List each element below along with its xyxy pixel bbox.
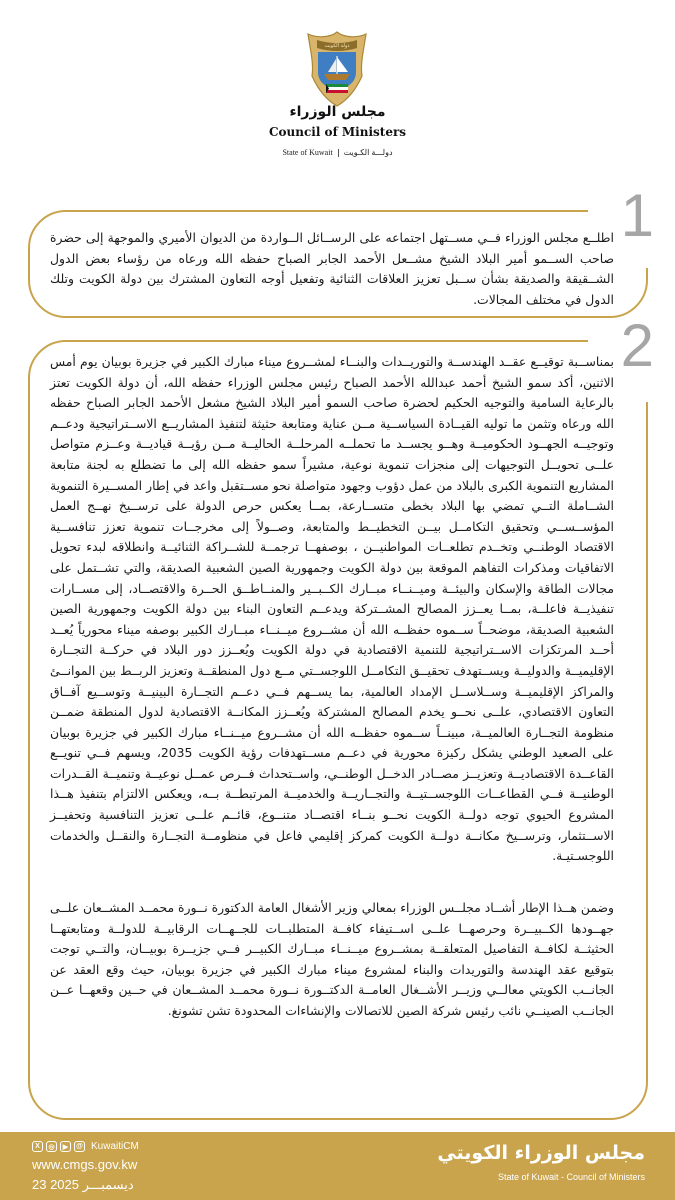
section-text: بمناســبة توقيــع عقــد الهندســة والتوريــدات والبنــاء لمشــروع ميناء مبارك الكبير في جزيرة بوبيان يوم أمس الاثنين، أكد سمو الشيخ أحمد عبدالله الأحمد الصباح رئيس مجلس الوزراء حفظه الله، أن دولة الكويت تعتز بالرعاية السامية والتوجيه الحكيم لحضرة صاحب السمو أمير البلاد الشيخ مشعل الأحمد الجابر الصباح حفظه الله ورعاه وتثمن ما توليه القيــادة السياســية مــن عناية ومتابعة حثيثة لتنفيذ المشاريــع الاســتراتيجية ودعــم وتوجيــه الجهــود الحكوميــة وهــو يجســد ما تحملــه المرحلــة الحاليــة مــن رؤيــة قياديــة وعــزم متواصل علــى تحويــل التوجيهات إلى منجزات تنموية نوعية، مشيراً سمو حفظه الله إلى ما تضطلع به لجنة متابعة المشاريع التنموية الكبرى بالبلاد من عمل دؤوب وجهود متواصلة نحو مســتقبل واعد في إطار المســيرة التنموية الشــاملة التــي تمضي بها البلاد بخطى متســارعة، بمــا يعكس حرص الدولة على ترســيخ نهــج العمل المؤســســي وتحقيق التكامــل بيــن التخطيــط والمتابعة، وصــولاً إلى مخرجــات تنموية تعزز تنافســية الاقتصاد الوطنــي وتخــدم تطلعــات المواطنيــن ، بوصفهــا ترجمــة للشــراكة الثنائيــة وانطلاقه لبدء تحويل الاتفاقيات ومذكرات التفاهم الموقعة بين دولة الكويت وجمهورية الصين الشعبية الصديقة، والتي تشــتمل على مجالات الطاقة والإسكان والبيئــة وميــنــاء مبــارك الكــبــير والمنــاطــق الحــرة والاقتصــاد، إلى مســارات تنفيذيــة فاعلــة، بمــا يعــزز المصالح المشــتركة ويدعــم التعاون البناء بين دولة الكويت وجمهورية الصين الشعبية الصديقة، موضحــاً ســموه حفظــه الله أن مشــروع ميــنــاء مبــارك الكبير بوصفه ميناء محورياً يُعــد أحــد المرتكزات الاســتراتيجية للتنمية الاقتصادية في دولة الكويت ويُعــزز دور البلاد في حركــة التجــارة الإقليميــة والدوليــة ويســتهدف تحقيــق التكامــل اللوجســتي مــع دول المنطقــة وتعزيز الربــط بين الموانــئ والمراكز الإقليميــة وســلاســل الإمداد العالمية، بما يســهم فــي دعــم التجــارة البينيــة وتوســيع آفــاق التعاون الاقتصادي، علــى نحــو يخدم المصالح المشتركة ويُعــزز المكانــة الاقتصادية لدول المنطقة ضمــن منظومة التجــارة العالميــة، مبينــاً ســموه حفظــه الله أن مشــروع ميــنــاء مبارك الكبير في جزيرة بوبيان على الصعيد الوطني يشكل ركيزة محورية في دعــم مســتهدفات رؤية الكويت 2035، ويسهم فــي تنويــع القاعــدة الاقتصاديــة وتعزيــز مصــادر الدخــل الوطنــي، واســتحداث فــرص عمــل نوعيــة وتنميــة القــدرات الوطنيــة فــي القطاعــات اللوجســتيــة والتجــاريــة والخدميــة المرتبطــة بــه، ويعكس الالتزام بتنفيذ هــذا المشروع الحيوي توجه دولــة الكويت نحــو بنــاء اقتصــاد متنــوع، قائــم علــى تعزيز التنافسية وتحفيــز الاســتثمار، وترســيخ مكانــة دولــة الكويت كمركز إقليمي فاعل في منظومــة التجــارة والنقــل والخدمات اللوجسـتيـة.	[50, 354, 614, 864]
section-1	[28, 182, 654, 318]
footer-english-subtitle: State of Kuwait - Council of Ministers	[497, 1172, 645, 1182]
header-state-ar: دولـــة الكـويت	[343, 148, 393, 157]
x-icon[interactable]: X	[32, 1141, 43, 1152]
website-link[interactable]: www.cmgs.gov.kw	[32, 1157, 138, 1172]
section-text: اطلــع مجلس الوزراء فــي مســتهل اجتماعه على الرســائل الــواردة من الديوان الأميري والموجهة إلى حضرة صاحب الســمو أمير البلاد الشيخ مشــعل الأحمد الجابر الصباح حفظه الله ورعاه من رؤساء بعض الدول الشــقيقة والصديقة بشأن ســبل تعزيز العلاقات الثنائية وتفعيل أوجه التعاون المشترك بين دولة الكويت وتلك الدول في مختلف المجالات.	[50, 230, 614, 307]
header-english-title: Council of Ministers	[268, 125, 407, 139]
social-links	[32, 1141, 139, 1152]
threads-icon[interactable]: @	[74, 1141, 85, 1152]
svg-text:دولة الكويت: دولة الكويت	[324, 43, 350, 49]
publish-date: 23 ديسمبـــر 2025	[32, 1177, 134, 1192]
divider	[338, 149, 339, 157]
youtube-icon[interactable]: ▶	[60, 1141, 71, 1152]
section-number: 2	[620, 312, 654, 379]
section-number: 1	[620, 182, 654, 249]
header-state-line	[0, 148, 675, 157]
section-text-2: وضمن هــذا الإطار أشــاد مجلــس الوزراء بمعالي وزير الأشغال العامة الدكتورة نــورة محمــد المشــعان علــى جهــودها الكــبيــرة وحرصهــا علــى اســتيفاء كافــة المتطلبــات للجــهــات الرقابيــة للدولــة ومتابعتهــا الحثيثــة لكافــة التفاصيل المتعلقــة بمشــروع ميــنــاء مبــارك الكبيــر فــي جزيــرة بوبيــان، والتــي توجت بتوقيع عقد الهندسة والتوريدات والبناء لمشروع ميناء مبارك الكبير في جزيرة بوبيان، حيث وقع العقد عن الجانــب الكويتي معالــي وزيــر الأشــغال العامــة الدكتــورة نــورة محمــد المشــعان في حــين وقعهــا عــن الجانــب الصينــي نائب رئيس شركة الصين للاتصالات والإنشاءات المحدودة تشن تشونغ.	[50, 900, 614, 1018]
header-state-en: State of Kuwait	[282, 148, 333, 157]
social-handle[interactable]: KuwaitiCM	[91, 1141, 139, 1152]
header-arabic-title: مجلس الوزراء	[289, 104, 386, 120]
section-2	[28, 312, 654, 1120]
footer-arabic-title: مجلس الوزراء الكويتي	[437, 1142, 645, 1164]
kuwait-emblem-icon	[300, 28, 374, 108]
page-footer	[0, 1132, 675, 1200]
page-header	[0, 0, 675, 195]
instagram-icon[interactable]: ◎	[46, 1141, 57, 1152]
